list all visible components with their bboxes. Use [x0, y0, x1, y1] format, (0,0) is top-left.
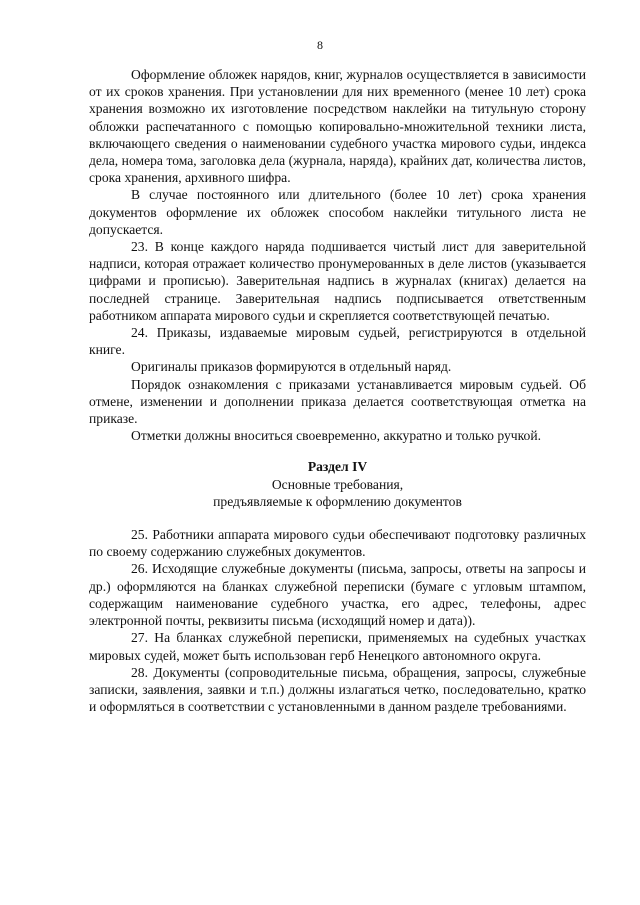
section-subtitle-line-2: предъявляемые к оформлению документов	[213, 493, 462, 509]
paragraph-28: 28. Документы (сопроводительные письма, обращения, запросы, служебные записки, заявления, заявки и т.п.) должны излагаться четко, последовательно, кратко и оформляться в соответствии с установленными в данном разделе требованиями.	[89, 664, 586, 715]
document-body	[89, 66, 586, 715]
paragraph-cover-design: Оформление обложек нарядов, книг, журналов осуществляется в зависимости от их сроков хранения. При установлении для них временного (менее 10 лет) срока хранения возможно их изготовление посредством наклейки на титульную сторону обложки распечатанного с помощью копировально-множительной техники листа, включающего сведения о наименовании судебного участка мирового судьи, индекса дела, номера тома, заголовка дела (журнала, наряда), крайних дат, количества листов, срока хранения, архивного шифра.	[89, 67, 586, 186]
paragraph-24: 24. Приказы, издаваемые мировым судьей, регистрируются в отдельной книге.	[89, 325, 586, 358]
section-subtitle-line-1: Основные требования,	[271, 476, 404, 492]
paragraph-26: 26. Исходящие служебные документы (письма, запросы, ответы на запросы и др.) оформляются на бланках служебной переписки (бумаге с угловым штампом, содержащим наименование судебного участка, его адрес, телефоны, адрес электронной почты, реквизиты письма (исходящий номер и дата)).	[89, 561, 586, 629]
paragraph-marks: Отметки должны вноситься своевременно, аккуратно и только ручкой.	[131, 428, 541, 444]
paragraph-long-term-storage: В случае постоянного или длительного (более 10 лет) срока хранения документов оформление их обложек способом наклейки титульного листа не допускается.	[89, 187, 586, 237]
paragraph-27: 27. На бланках служебной переписки, применяемых на судебных участках мировых судей, может быть использован герб Ненецкого автономного округа.	[89, 630, 586, 663]
paragraph-25: 25. Работники аппарата мирового судьи обеспечивают подготовку различных по своему содержанию служебных документов.	[89, 527, 586, 560]
section-title: Раздел IV	[307, 459, 368, 475]
paragraph-23: 23. В конце каждого наряда подшивается чистый лист для заверительной надписи, которая отражает количество пронумерованных в деле листов (указывается цифрами и прописью). Заверительная надпись в журналах (книгах) делается на последней странице. Заверительная надпись подписывается ответственным работником аппарата мирового судьи и скрепляется соответствующей печатью.	[89, 239, 586, 323]
paragraph-orders-procedure: Порядок ознакомления с приказами устанавливается мировым судьей. Об отмене, изменении и дополнении приказа делается соответствующая отметка на приказе.	[89, 376, 586, 427]
page-number: 8	[317, 38, 323, 52]
paragraph-orders-originals: Оригиналы приказов формируются в отдельный наряд.	[131, 359, 452, 375]
section-spacer	[89, 510, 586, 526]
